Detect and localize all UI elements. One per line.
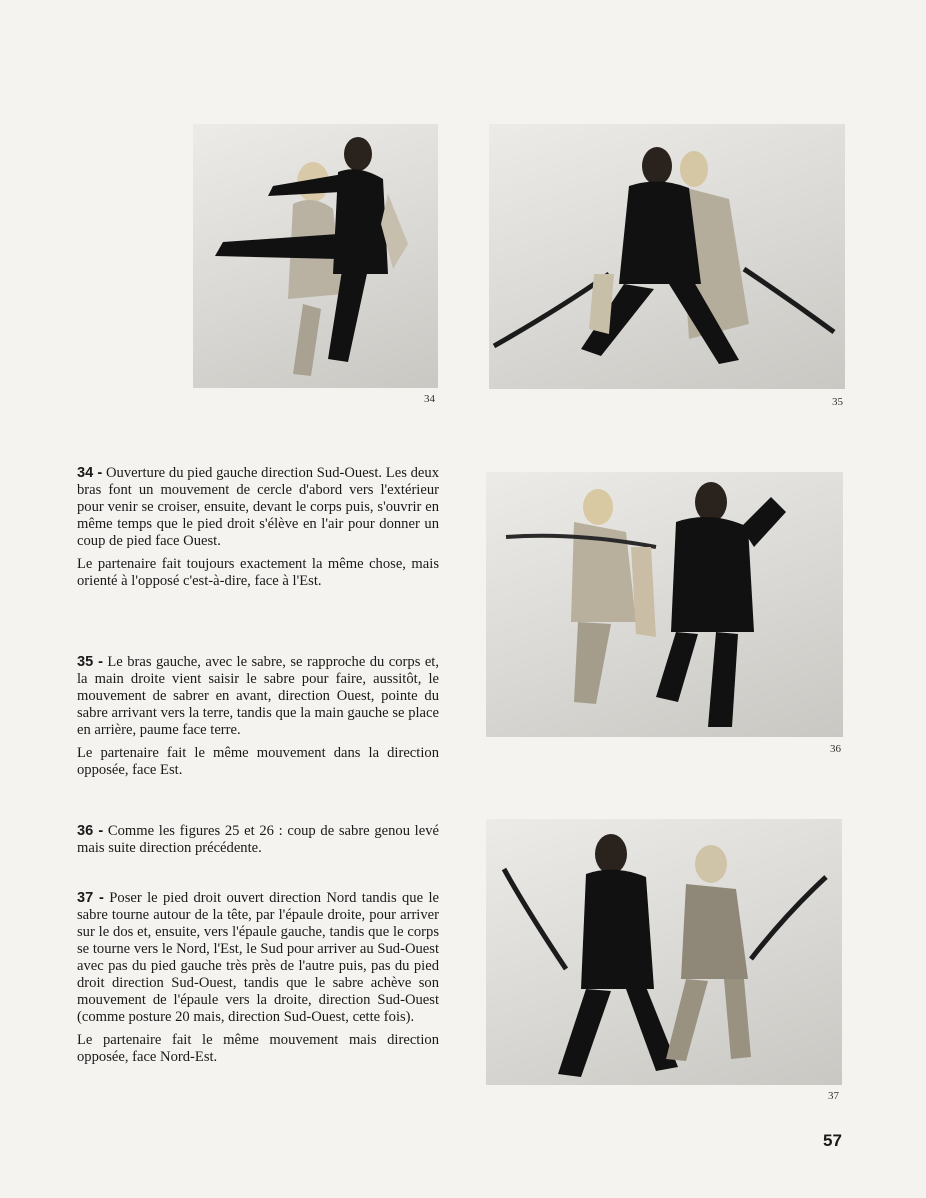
- section-36: [77, 823, 439, 857]
- martial-artists-sabre-low-illustration: [489, 124, 845, 389]
- section-35-text: Le bras gauche, avec le sabre, se rapproche du corps et, la main droite vient saisir le sabre pour faire, aussitôt, le mouvement de sabrer en avant, direction Ouest, pointe du sabre arrivant vers la terre, tandis que la main gauche se place en arrière, paume face terre.: [77, 654, 439, 738]
- photo-figure-34: [193, 124, 438, 388]
- section-35: [77, 654, 439, 779]
- section-35-body: [77, 654, 439, 739]
- section-34-text: Ouverture du pied gauche direction Sud-Ouest. Les deux bras font un mouvement de cercle d'abord vers l'extérieur pour venir se croiser, ensuite, devant le corps puis, s'ouvrir en même temps que le pied droit s'élève en l'air pour donner un coup de pied face Ouest.: [77, 465, 439, 549]
- figure-number-36: 36: [830, 743, 841, 755]
- figure-number-35: 35: [832, 396, 843, 408]
- section-37-body: [77, 890, 439, 1026]
- figure-number-37: 37: [828, 1090, 839, 1102]
- martial-artists-sabre-thrust-illustration: [486, 472, 843, 737]
- section-37: [77, 890, 439, 1066]
- martial-artists-back-to-back-illustration: [486, 819, 842, 1085]
- section-35-number: 35 -: [77, 654, 103, 670]
- section-36-text: Comme les figures 25 et 26 : coup de sabre genou levé mais suite direction précédente.: [77, 823, 439, 856]
- photo-figure-36: [486, 472, 843, 737]
- photo-figure-35: [489, 124, 845, 389]
- section-37-number: 37 -: [77, 890, 104, 906]
- section-34-number: 34 -: [77, 465, 103, 481]
- figure-number-34: 34: [424, 393, 435, 405]
- section-36-number: 36 -: [77, 823, 104, 839]
- photo-figure-37: [486, 819, 842, 1085]
- section-37-partner: Le partenaire fait le même mouvement mais direction opposée, face Nord-Est.: [77, 1032, 439, 1065]
- section-34-body: [77, 465, 439, 550]
- section-34: [77, 465, 439, 590]
- section-37-text: Poser le pied droit ouvert direction Nord tandis que le sabre tourne autour de la tête, par l'épaule droite, pour arriver sur le dos et, ensuite, vers l'épaule gauche, tandis que le corps se tourne vers le Nord, l'Est, le Sud pour arriver au Sud-Ouest avec pas du pied gauche très près de l'autre puis, pas du pied droit direction Sud-Ouest, tandis que le sabre achève son mouvement de l'épaule vers la droite, direction Sud-Ouest (comme posture 20 mais, direction Sud-Ouest, cette fois).: [77, 890, 439, 1025]
- page-number: 57: [823, 1131, 842, 1150]
- section-35-partner: Le partenaire fait le même mouvement dans la direction opposée, face Est.: [77, 745, 439, 778]
- section-34-partner: Le partenaire fait toujours exactement la même chose, mais orienté à l'opposé c'est-à-dire, face à l'Est.: [77, 556, 439, 589]
- section-36-body: [77, 823, 439, 857]
- martial-artists-kick-illustration: [193, 124, 438, 388]
